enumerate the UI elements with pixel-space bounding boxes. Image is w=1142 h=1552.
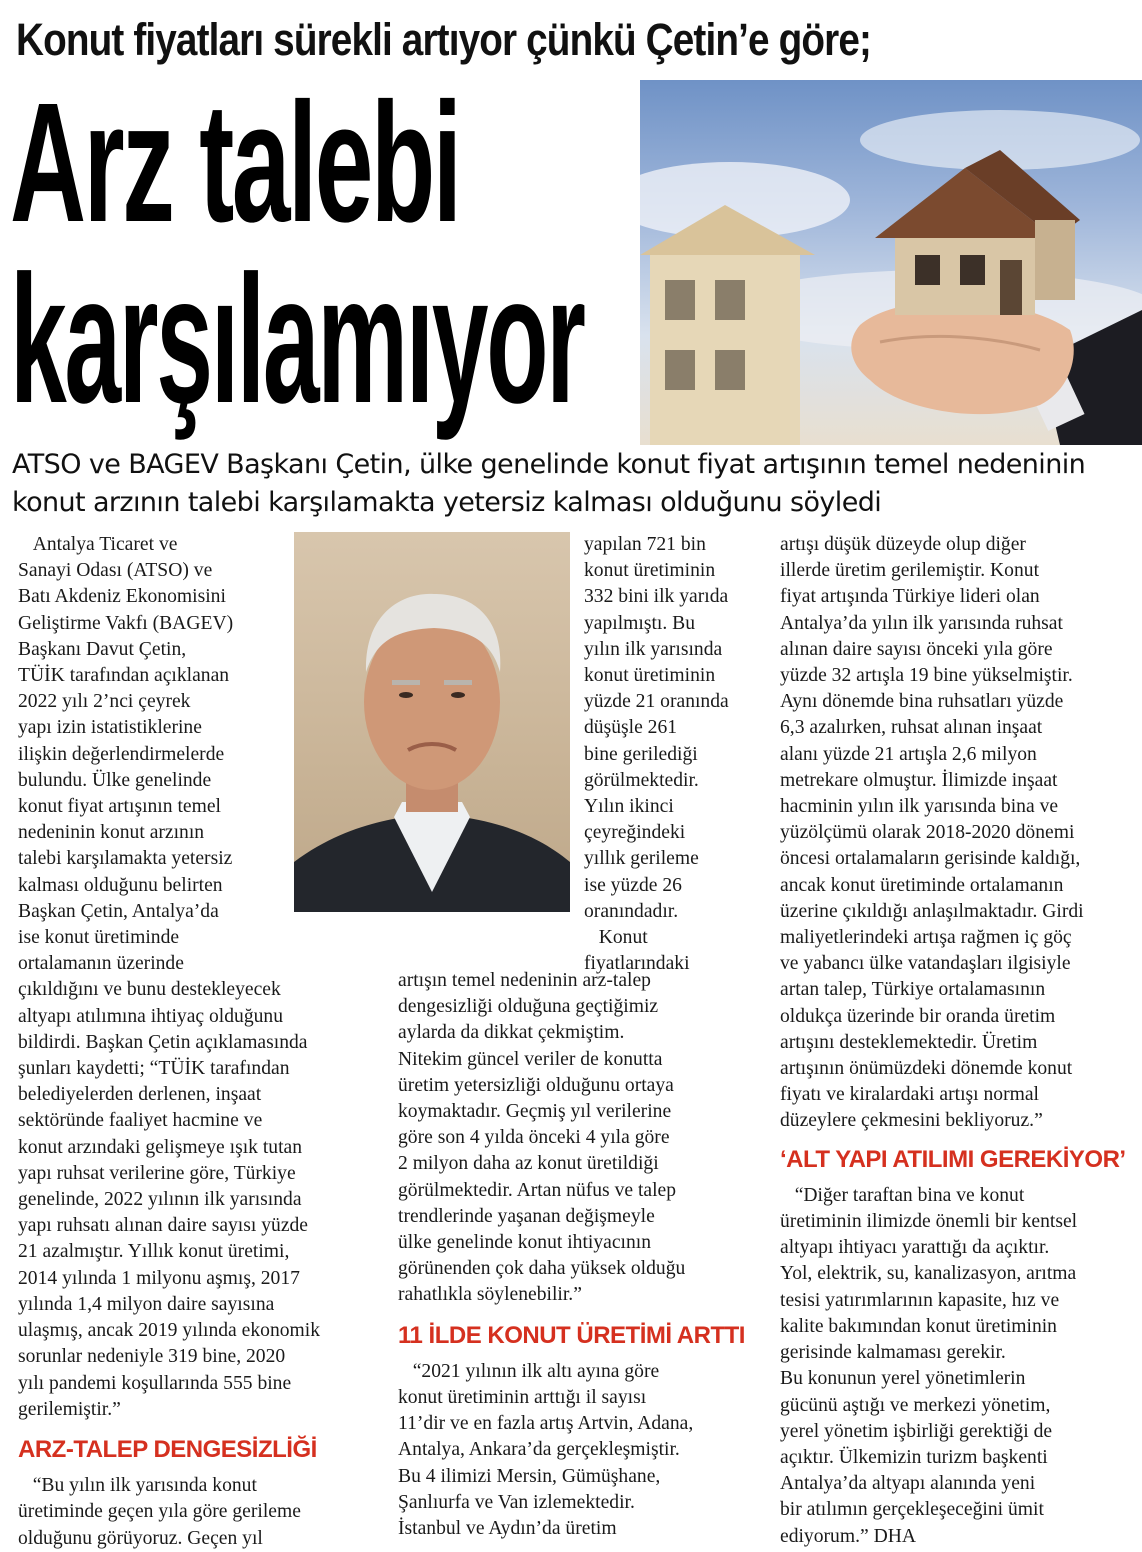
text-line: fiyatı ve kiralardaki artışı normal [780,1084,1039,1106]
section-heading-11-ilde: 11 İLDE KONUT ÜRETİMİ ARTTI [398,1321,745,1349]
text-line: ise yüzde 26 [584,874,682,896]
text-line: Konut [584,927,648,949]
text-line: artışını desteklemektedir. Üretim [780,1031,1038,1053]
text-line: Aynı dönemde bina ruhsatları yüzde [780,691,1064,713]
text-line: Bu 4 ilimizi Mersin, Gümüşhane, [398,1465,661,1487]
text-line: konut üretiminin [584,560,716,582]
text-line: genelinde, 2022 yılının ilk yarısında [18,1189,302,1211]
text-line: fiyatlarındaki [584,953,690,975]
text-line: bulundu. Ülke genelinde [18,769,212,791]
text-line: yıllık gerileme [584,848,699,870]
text-line: yılında 1,4 milyon daire sayısına [18,1293,275,1315]
text-line: çeyreğindeki [584,822,686,844]
text-line: Başkan Çetin, Antalya’da [18,900,219,922]
text-line: “2021 yılının ilk altı ayına göre [398,1360,660,1382]
text-line: trendlerinde yaşanan değişmeyle [398,1205,655,1227]
text-line: görülmektedir. Artan nüfus ve talep [398,1179,677,1201]
text-line: Nitekim güncel veriler de konutta [398,1048,663,1070]
text-line: koymaktadır. Geçmiş yıl verilerine [398,1101,672,1123]
text-line: üretim yetersizliği olduğunu ortaya [398,1074,674,1096]
text-line: oranındadır. [584,900,679,922]
text-line: fiyat artışında Türkiye lideri olan [780,586,1040,608]
text-line: TÜİK tarafından açıklanan [18,665,230,687]
text-line: gerilemiştir.” [18,1398,121,1420]
text-line: Batı Akdeniz Ekonomisini [18,586,226,608]
section-heading-alt-yapi: ‘ALT YAPI ATILIMI GEREKİYOR’ [780,1145,1126,1173]
text-line: Antalya’da yılın ilk yarısında ruhsat [780,612,1063,634]
text-line: Antalya’da altyapı alanında yeni [780,1473,1036,1495]
text-line: yapılmıştı. Bu [584,612,696,634]
subheadline: ATSO ve BAGEV Başkanı Çetin, ülke genelinde konut fiyat artışının temel nedeninin konut arzının talebi karşılamakta yetersiz kalması olduğunu söyledi [12,449,1086,518]
text-line: “Diğer taraftan bina ve konut [780,1184,1025,1206]
text-line: konut üretiminin arttığı il sayısı [398,1387,647,1409]
text-line: yerel yönetim işbirliği gerektiği de [780,1420,1053,1442]
text-line: sorunlar nedeniyle 319 bine, 2020 [18,1346,286,1368]
text-line: Antalya Ticaret ve [18,534,178,555]
text-line: düzeylere çekmesini bekliyoruz.” [780,1110,1043,1132]
text-line: maliyetlerindeki artışa rağmen iç göç [780,927,1072,949]
house-in-hand-photo [640,80,1142,445]
text-line: oldukça üzerinde bir oranda üretim [780,1005,1056,1027]
text-line: yapı ruhsat verilerine göre, Türkiye [18,1162,296,1184]
text-line: yapı izin istatistiklerine [18,717,202,739]
text-line: 2 milyon daha az konut üretildiği [398,1153,659,1175]
text-line: Sanayi Odası (ATSO) ve [18,560,213,582]
text-line: nedeninin konut arzının [18,822,205,844]
text-line: kalite bakımından konut üretiminin [780,1315,1057,1337]
text-line: illerde üretim gerilemiştir. Konut [780,560,1040,582]
text-line: Şanlıurfa ve Van izlemektedir. [398,1491,635,1513]
kicker: Konut fiyatları sürekli artıyor çünkü Çetin’e göre; [16,14,872,65]
text-line: ve yabancı ülke vatandaşları ilgisiyle [780,953,1071,975]
text-line: bir atılımın gerçekleşeceğini ümit [780,1499,1044,1521]
headline-line-1: Arz talebi [10,68,460,258]
text-line: konut fiyat artışının temel [18,796,221,818]
text-line: yapı ruhsatı alınan daire sayısı yüzde [18,1215,309,1237]
article-column-2 [398,968,758,1542]
text-line: öncesi ortalamaların gerisinde kaldığı, [780,848,1081,870]
article-column-1 [18,532,368,1552]
text-line: İstanbul ve Aydın’da üretim [398,1518,617,1540]
text-line: altyapı ihtiyacı yarattığı da açıktır. [780,1237,1050,1259]
text-line: ortalamanın üzerinde [18,953,184,975]
article-column-3 [584,532,760,977]
text-line: görülmektedir. [584,769,699,791]
text-line: “Bu yılın ilk yarısında konut [18,1475,257,1497]
text-line: Başkanı Davut Çetin, [18,638,187,660]
text-line: yüzölçümü olarak 2018-2020 dönemi [780,822,1075,844]
text-line: şunları kaydetti; “TÜİK tarafından [18,1058,290,1080]
text-line: Geliştirme Vakfı (BAGEV) [18,612,234,634]
text-line: artan talep, Türkiye ortalamasının [780,979,1046,1001]
text-line: sektöründe faaliyet hacmine ve [18,1110,263,1132]
text-line: ancak konut üretiminde ortalamanın [780,874,1064,896]
text-line: 332 bini ilk yarıda [584,586,729,608]
text-line: olduğunu görüyoruz. Geçen yıl [18,1527,263,1549]
text-line: ediyorum.” DHA [780,1525,917,1547]
text-line: 21 azalmıştır. Yıllık konut üretimi, [18,1241,290,1263]
text-line: üretiminde geçen yıla göre gerileme [18,1501,301,1523]
text-line: 2022 yılı 2’nci çeyrek [18,691,191,713]
text-line: alınan daire sayısı önceki yıla göre [780,638,1053,660]
text-line: yüzde 32 artışla 19 bine yükselmiştir. [780,665,1073,687]
text-line: ülke genelinde konut ihtiyacının [398,1232,652,1254]
text-line: Antalya, Ankara’da gerçekleşmiştir. [398,1439,680,1461]
text-line: konut arzındaki gelişmeye ışık tutan [18,1136,303,1158]
text-line: rahatlıkla söylenebilir.” [398,1284,582,1306]
text-line: bine gerilediği [584,743,698,765]
text-line: görünenden çok daha yüksek olduğu [398,1258,686,1280]
text-line: konut üretiminin [584,665,716,687]
text-line: üretiminin ilimizde önemli bir kentsel [780,1211,1078,1233]
text-line: artışının önümüzdeki dönemde konut [780,1058,1073,1080]
text-line: dengesizliği olduğuna geçtiğimiz [398,996,659,1018]
text-line: gücünü aştığı ve merkezi yönetim, [780,1394,1051,1416]
text-line: çıkıldığını ve bunu destekleyecek [18,979,281,1001]
text-line: Yılın ikinci [584,796,674,818]
article-column-4 [780,532,1130,1550]
text-line: ulaşmış, ancak 2019 yılında ekonomik [18,1320,321,1342]
text-line: 2014 yılında 1 milyonu aşmış, 2017 [18,1267,300,1289]
text-line: hacminin yılın ilk yarısında bina ve [780,796,1059,818]
text-line: talebi karşılamakta yetersiz [18,848,233,870]
section-heading-arz-talep: ARZ-TALEP DENGESİZLİĞİ [18,1435,317,1463]
text-line: yüzde 21 oranında [584,691,729,713]
text-line: artışın temel nedeninin arz-talep [398,970,651,991]
text-line: ilişkin değerlendirmelerde [18,743,225,765]
text-line: alanı yüzde 21 artışla 2,6 milyon [780,743,1037,765]
text-line: yılı pandemi koşullarında 555 bine [18,1372,292,1394]
text-line: kalması olduğunu belirten [18,874,223,896]
text-line: açıktır. Ülkemizin turizm başkenti [780,1446,1048,1468]
text-line: gerisinde kalmaması gerekir. [780,1342,1006,1364]
text-line: ise konut üretiminde [18,927,180,949]
text-line: 11’dir ve en fazla artış Artvin, Adana, [398,1413,694,1435]
headline-line-2: karşılamıyor [10,237,584,441]
text-line: artışı düşük düzeyde olup diğer [780,534,1026,555]
text-line: aylarda da dikkat çekmiştim. [398,1022,625,1044]
text-line: düşüşle 261 [584,717,678,739]
text-line: altyapı atılımına ihtiyaç olduğunu [18,1005,284,1027]
text-line: 6,3 azalırken, ruhsat alınan inşaat [780,717,1043,739]
text-line: göre son 4 yılda önceki 4 yıla göre [398,1127,670,1149]
text-line: bildirdi. Başkan Çetin açıklamasında [18,1031,308,1053]
text-line: metrekare olmuştur. İlimizde inşaat [780,769,1058,791]
text-line: Bu konunun yerel yönetimlerin [780,1368,1026,1390]
text-line: yılın ilk yarısında [584,638,723,660]
text-line: yapılan 721 bin [584,534,706,555]
text-line: belediyelerden derlenen, inşaat [18,1084,262,1106]
text-line: Yol, elektrik, su, kanalizasyon, arıtma [780,1263,1077,1285]
text-line: tesisi yatırımlarının kapasite, hız ve [780,1289,1060,1311]
text-line: üzerine çıkıldığı anlaşılmaktadır. Girdi [780,900,1084,922]
